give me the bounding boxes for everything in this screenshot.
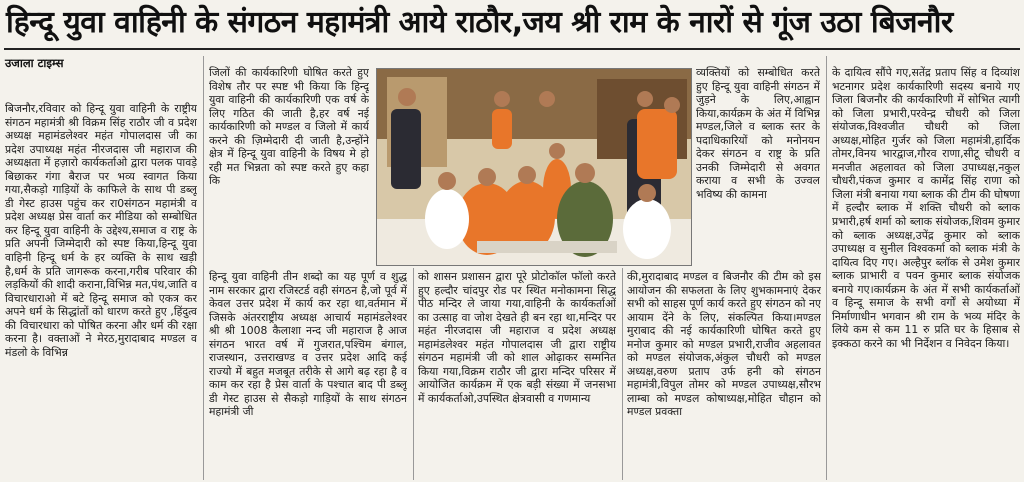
article-column-5 [832, 66, 1020, 478]
group-photo [376, 68, 692, 266]
article-column-1 [5, 102, 197, 478]
column-divider [203, 56, 204, 480]
article-column-4-top [696, 66, 820, 270]
column-divider [826, 56, 827, 480]
column-4-bottom-text: की,मुरादाबाद मण्डल व बिजनौर की टीम को इस आयोजन की सफलता के लिए शुभकामनाएं देकर सभी को साहस पूर्ण कार्य करते हुए संगठन को नए आयाम देंने के लिए, संकल्पित किया।मण्डल मुराबाद की नई कार्यकारिणी घोषित करते हुए मनोज कुमार को मण्डल प्रभारी,राजीव अहलावत को मण्डल संयोजक,अंकुल चौधरी को मण्डल अध्यक्ष,वरुण प्रताप उर्फ हनी को संगठन महामंत्री,विपुल तोमर को मण्डल उपाध्यक्ष,सौरभ लाम्बा को मण्डल कोषाध्यक्ष,मोहित चौहान को मण्डल प्रवक्ता [627, 270, 821, 419]
column-1-text: बिजनौर,रविवार को हिन्दू युवा वाहिनी के राष्ट्रीय संगठन महामंत्री श्री विक्रम सिंह राठौर जी व प्रदेश अध्यक्ष महामंडलेश्वर महंत गोपालदास जी का प्रदेश उपाध्यक्ष महंत नीरजदास जी महाराज की अध्यक्षता में हज़ारो कार्यकर्ताओ द्वारा पलक पावड़े बिछाकर गंगा बैराज पर भव्य स्वागत किया गया,सैकड़ो गाड़ियों के काफिले के साथ पी डब्लू डी गेस्ट हाउस पहुंच कर रा0संगठन महामंत्री व प्रदेश अध्यक्ष प्रेस वार्ता कर मीडिया को सम्बोधित कर हिन्दू युवा वाहिनी के उद्देश्य,समाज व राष्ट्र के प्रति अपनी जिम्मेदारी को स्पष्ट किया,हिन्दू युवा वाहिनी हिन्दू धर्म के हर व्यक्ति के साथ खड़ी है,धर्म के प्रति जागरूक करना,गरीब परिवार की लड़कियों की शादी कराना,विभिन्न मत,पंथ,जाति व विचारधाराओ में बटे हिन्दू समाज को एकत्र कर अपने धर्म के सिद्धांतों को धारण करते हुए ,हिंदुत्व की विचारधारा को पोषित करना और धर्म की रक्षा करना है। वक्ताओं ने मेरठ,मुरादाबाद मण्डल व मंडलो के विभिन्न [5, 102, 197, 359]
column-divider [413, 268, 414, 480]
column-5-text: के दायित्व सौंपे गए,सतेंद्र प्रताप सिंह व दिव्यांश भटनागर प्रदेश कार्यकारिणी सदस्य बनाये गए जिला बिजनौर की कार्यकारिणी में सोभित त्यागी को जिला प्रभारी,परवेन्द्र चौधरी को जिला संयोजक,विश्वजीत चौधरी को जिला अध्यक्ष,मोहित गुर्जर को जिला महामंत्री,हार्दिक तोमर,विनय भारद्वाज,गौरव राणा,सीटू चौधरी व मनजीत अहलावत को जिला उपाध्यक्ष,नकुल चौधरी,पंकज कुमार व कामेंद्र सिंह राणा को जिला मंत्री बनाया गया ब्लाक की टीम की घोषणा में हल्दौर ब्लाक में शक्ति चौधरी को ब्लाक प्रभारी,हर्ष शर्मा को ब्लाक संयोजक,शिवम कुमार को ब्लाक अध्यक्ष,उपेंद्र कुमार को ब्लाक उपाध्यक्ष व सुनील विश्वकर्मा को ब्लाक मंत्री के दायित्व दिए गए। अल्हैपुर ब्लॉक से उमेश कुमार ब्लाक प्राभारी व पवन कुमार ब्लाक संयोजक बनाये गए।कार्यक्रम के अंत में सभी कार्यकर्ताओं व हिन्दू समाज के सभी वर्गों से अयोध्या में निर्माणाधीन भगवान श्री राम के भव्य मंदिर के लिये कम से कम 11 रु प्रति घर के हिसाब से इक्कठा करने का भी निर्देशन व निवेदन किया। [832, 66, 1020, 350]
group-photo-icon [377, 69, 691, 265]
column-2-bottom-text: हिन्दू युवा वाहिनी तीन शब्दो का यह पूर्ण व शुद्ध नाम सरकार द्वारा रजिस्टर्ड वही संगठन है,जो पूर्व में केवल उत्तर प्रदेश में कार्य कर रहा था,वर्तमान में जिसके अंतरराष्ट्रीय अध्यक्ष आचार्य महामंडलेश्वर श्री श्री 1008 कैलाशा नन्द जी महाराज है आज संगठन भारत वर्ष में गुजरात,पश्चिम बंगाल, राजस्थान, उत्तराखण्ड व उत्तर प्रदेश आदि कई राज्यो में बहुत मजबूत तरीके से आगे बढ़ रहा है व काम कर रहा है प्रेस वार्ता के पश्चात बाद पी डब्लू डी गेस्ट हाउस से सैकड़ो गाड़ियों के साथ संगठन महामंत्री जी [209, 270, 407, 419]
column-divider [622, 268, 623, 480]
headline: हिन्दू युवा वाहिनी के संगठन महामंत्री आये राठौर,जय श्री राम के नारों से गूंज उठा बिजनौर [6, 5, 953, 40]
article-column-2-top [209, 66, 369, 270]
headline-rule [4, 48, 1020, 50]
article-column-3 [418, 270, 616, 478]
byline: उजाला टाइम्स [5, 56, 64, 70]
article-column-4-bottom [627, 270, 821, 478]
column-3-text: को शासन प्रशासन द्वारा पूरे प्रोटोकॉल फॉलो करते हुए हल्दौर चांदपुर रोड पर स्थित मनोकामना सिद्ध पीठ मन्दिर ले जाया गया,वाहिनी के कार्यकर्ताओं का उत्साह वा जोश देखते ही बन रहा था,मन्दिर पर महंत नीरजदास जी महाराज व प्रदेश अध्यक्ष महामंडलेश्वर महंत गोपालदास जी द्वारा राष्ट्रीय संगठन महामंत्री जी को शाल ओढ़ाकर सम्मनित किया गया,विक्रम राठौर जी द्वारा मन्दिर परिसर में आयोजित कार्यक्रम में एक बड़ी संख्या में जनसभा में कार्यकर्ताओ,उपस्थित क्षेत्रवासी व गणमान्य [418, 270, 616, 405]
article-column-2-bottom [209, 270, 407, 478]
column-2-top-text: जिलों की कार्यकारिणी घोषित करते हुए विशेष तौर पर स्पष्ट भी किया कि हिन्दू युवा वाहिनी की कार्यकारिणी एक वर्ष के लिए गठित की जाती है,हर वर्ष नई कार्यकारिणी को मण्डल व जिलो में कार्य करने की ज़िम्मेदारी दी जाती है,उन्होंने क्षेत्र में हिन्दू युवा वाहिनी के विषय मे हो रही मत भिन्नता को स्पष्ट करते हुए कहा कि [209, 66, 369, 188]
column-4-top-text: व्यक्तियों को सम्बोधित करते हुए हिन्दू युवा वाहिनी संगठन में जुड़ने के लिए,आह्वान किया,कार्यक्रम के अंत में विभिन्न मण्डल,जिले व ब्लाक स्तर के पदाधिकारियों को मनोनयन देकर संगठन व राष्ट्र के प्रति उनकी जिम्मेदारी से अवगत कराया व सभी के उज्वल भविष्य की कामना [696, 66, 820, 201]
